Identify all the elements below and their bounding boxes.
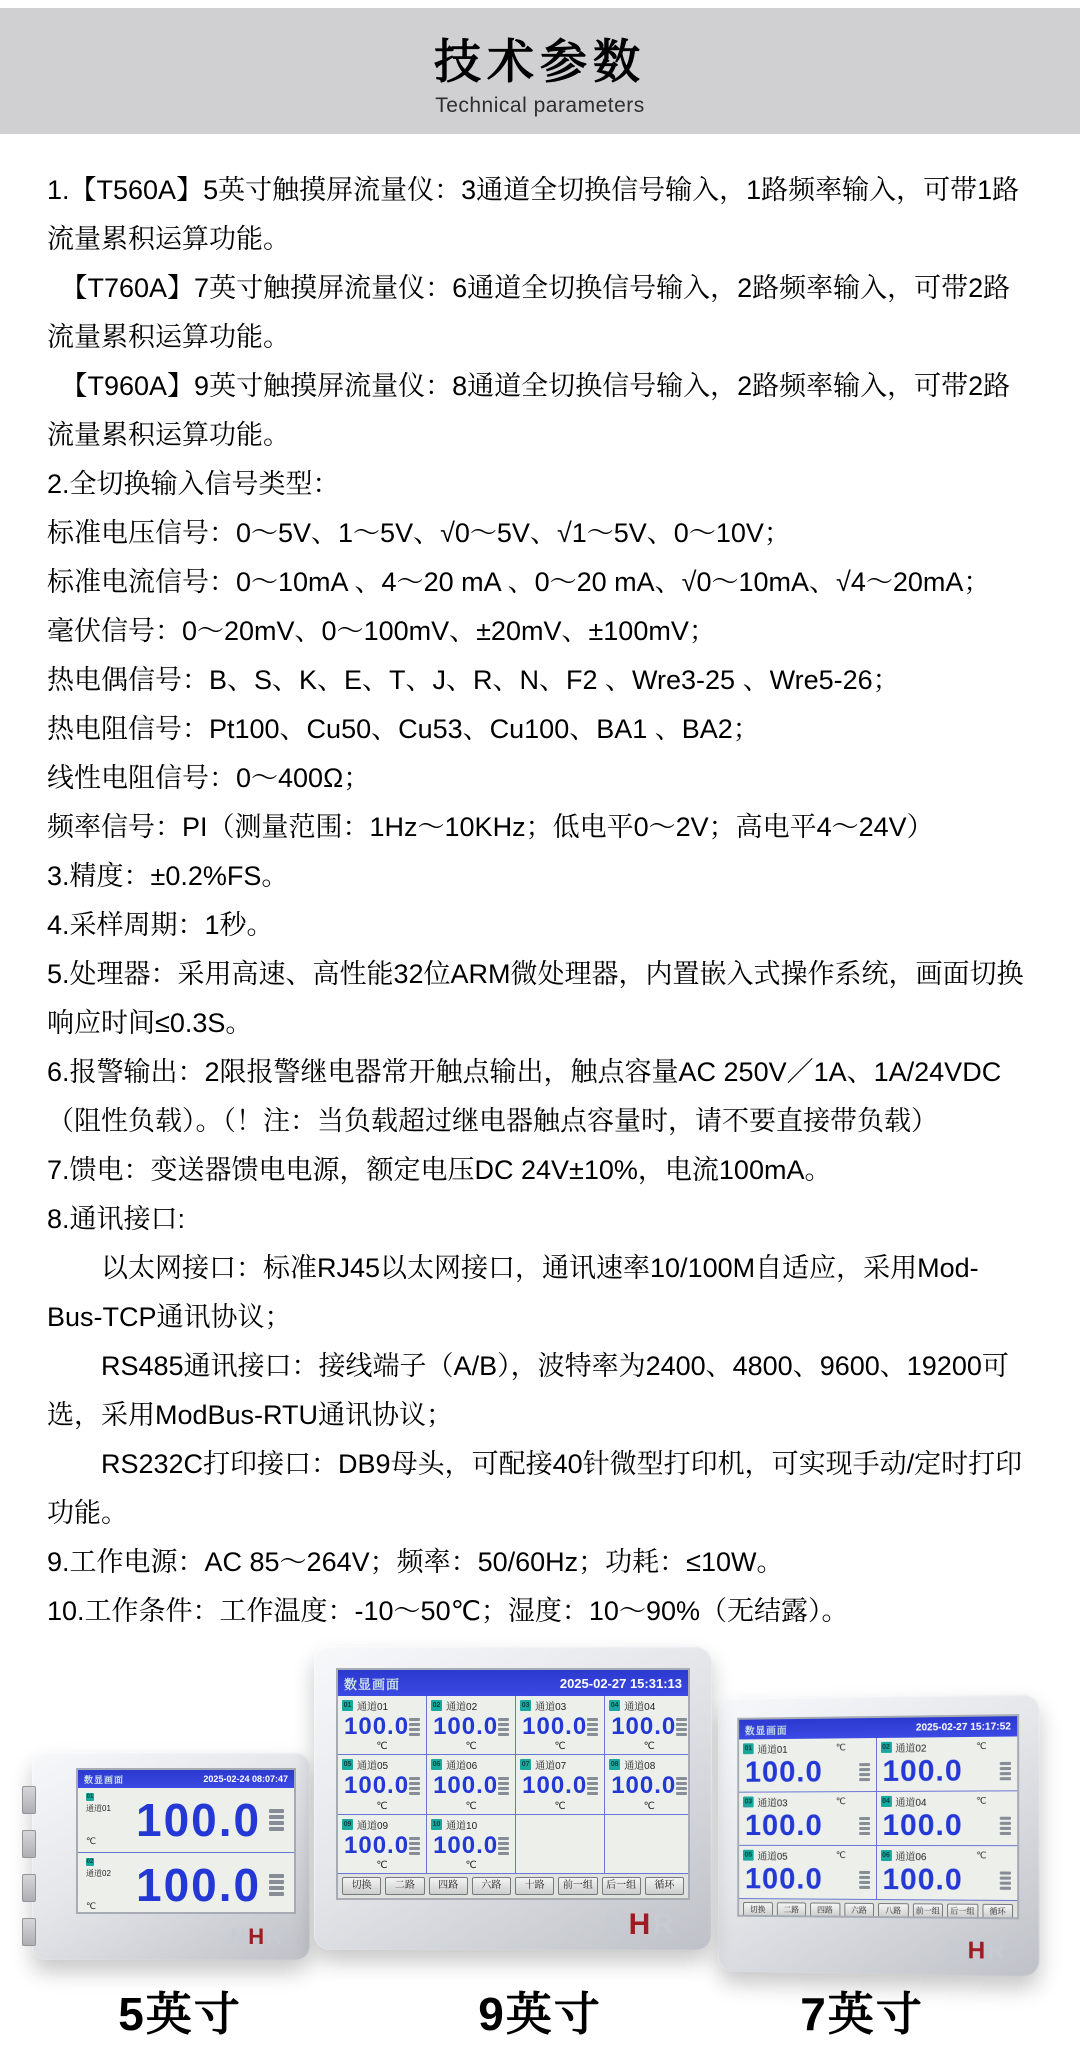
screen-button[interactable]: 八路	[878, 1903, 908, 1918]
screen-timestamp: 2025-02-24 08:07:47	[203, 1774, 288, 1784]
spec-line: 流量累积运算功能。	[47, 322, 290, 352]
bargraph-segment	[676, 1733, 687, 1736]
bargraph-segment	[859, 1778, 870, 1781]
bargraph-icon	[409, 1777, 420, 1795]
channel-unit: ℃	[835, 1849, 846, 1860]
spec-list	[47, 166, 1060, 1636]
spec-line: 10.工作条件：工作温度：-10～50℃；湿度：10～90%（无结露）。	[47, 1596, 849, 1626]
bargraph-segment	[859, 1881, 870, 1884]
channel-cell	[876, 1791, 1017, 1845]
bargraph-icon	[498, 1777, 509, 1795]
channel-unit: ℃	[835, 1742, 846, 1753]
channel-label: 通道04	[624, 1702, 656, 1713]
bargraph-icon	[587, 1718, 598, 1736]
channel-value: 100.0	[433, 1831, 499, 1859]
screen-button[interactable]: 四路	[810, 1902, 840, 1917]
channel-unit: ℃	[643, 1741, 655, 1753]
bargraph-segment	[498, 1787, 509, 1790]
bargraph-segment	[409, 1852, 420, 1855]
bargraph-icon	[859, 1763, 870, 1781]
channel-index-badge: 06	[880, 1850, 891, 1861]
bargraph-icon	[1000, 1762, 1011, 1780]
bargraph-segment	[1000, 1887, 1011, 1890]
bargraph-icon	[676, 1777, 687, 1795]
channel-index-badge: 03	[744, 1798, 753, 1806]
bargraph-segment	[498, 1837, 509, 1840]
caption-9inch: 9英寸	[478, 1988, 602, 2040]
bargraph-segment	[269, 1827, 284, 1831]
channel-value: 100.0	[136, 1859, 262, 1911]
bargraph-segment	[676, 1782, 687, 1785]
bargraph-segment	[587, 1777, 598, 1780]
channel-cell	[605, 1696, 690, 1754]
connector-pin	[22, 1830, 36, 1858]
spec-line: 毫伏信号：0～20mV、0～100mV、±20mV、±100mV；	[47, 616, 716, 646]
spec-line: 9.工作电源：AC 85～264V；频率：50/60Hz；功耗：≤10W。	[47, 1547, 784, 1577]
channel-value: 100.0	[344, 1713, 410, 1741]
bargraph-segment	[859, 1773, 870, 1776]
bargraph-segment	[269, 1886, 284, 1890]
screen-button[interactable]: 前一组	[558, 1877, 597, 1895]
bargraph-segment	[498, 1728, 509, 1731]
bargraph-segment	[1000, 1832, 1011, 1835]
bargraph-segment	[498, 1842, 509, 1845]
channel-index-badge: 08	[610, 1761, 619, 1769]
product-images	[0, 1640, 1080, 2071]
channel-index-badge: 02	[880, 1742, 891, 1753]
device-screen	[737, 1714, 1019, 1919]
bargraph-segment	[1000, 1777, 1011, 1780]
bargraph-segment	[498, 1782, 509, 1785]
spec-line: 流量累积运算功能。	[47, 224, 290, 254]
channel-cell	[876, 1846, 1017, 1900]
spec-line: （阻性负载）。（！注：当负载超过继电器触点容量时，请不要直接带负载）	[47, 1106, 938, 1136]
bargraph-segment	[498, 1718, 509, 1721]
bargraph-segment	[859, 1822, 870, 1825]
screen-keys	[338, 1873, 688, 1898]
channel-value: 100.0	[344, 1831, 410, 1859]
channel-value: 100.0	[611, 1713, 677, 1741]
channel-index-badge: 02	[432, 1702, 441, 1709]
bargraph-segment	[859, 1827, 870, 1830]
bargraph-segment	[498, 1792, 509, 1795]
spec-line: 1.【T560A】5英寸触摸屏流量仪：3通道全切换信号输入，1路频率输入，可带1路	[47, 175, 1020, 205]
bargraph-segment	[676, 1728, 687, 1731]
bargraph-segment	[269, 1809, 284, 1813]
empty-cell	[605, 1815, 690, 1873]
bargraph-icon	[859, 1871, 870, 1889]
channel-cell	[739, 1846, 875, 1899]
channel-index-badge: 06	[432, 1761, 441, 1769]
spec-line: 8.通讯接口:	[47, 1204, 186, 1234]
channel-value: 100.0	[433, 1713, 499, 1741]
caption-7inch: 7英寸	[800, 1988, 924, 2040]
screen-button[interactable]: 后一组	[947, 1904, 978, 1919]
channel-value: 100.0	[522, 1772, 588, 1800]
channel-value: 100.0	[744, 1862, 823, 1896]
nhr-logo: NHR	[948, 1936, 1007, 1965]
nhr-logo: NHR	[230, 1924, 284, 1949]
device-9inch	[314, 1646, 712, 1950]
channel-unit: ℃	[465, 1741, 477, 1753]
screen-button[interactable]: 后一组	[602, 1877, 641, 1895]
device-screen	[76, 1768, 296, 1914]
bargraph-segment	[1000, 1772, 1011, 1775]
screen-button[interactable]: 十路	[515, 1877, 554, 1895]
channel-index-badge: 04	[880, 1796, 891, 1807]
channel-unit: ℃	[976, 1740, 987, 1752]
bargraph-icon	[269, 1809, 284, 1831]
spec-line: 选，采用ModBus-RTU通讯协议；	[47, 1400, 454, 1430]
screen-button[interactable]: 二路	[776, 1902, 806, 1917]
bargraph-segment	[587, 1723, 598, 1726]
spec-line: 6.报警输出：2限报警继电器常开触点输出，触点容量AC 250V／1A、1A/24VDC	[47, 1057, 1002, 1087]
bargraph-segment	[409, 1733, 420, 1736]
bargraph-segment	[587, 1733, 598, 1736]
bargraph-segment	[587, 1787, 598, 1790]
spec-line: 【T960A】9英寸触摸屏流量仪：8通道全切换信号输入，2路频率输入，可带2路	[47, 371, 1011, 401]
channel-unit: ℃	[465, 1800, 477, 1812]
channel-label: 通道01	[86, 1804, 111, 1813]
channel-value: 100.0	[882, 1808, 963, 1843]
device-7inch	[718, 1693, 1040, 1976]
channel-index-badge: 10	[432, 1820, 441, 1828]
channel-label: 通道02	[86, 1869, 111, 1878]
spec-line: 功能。	[47, 1498, 128, 1528]
channel-value: 100.0	[433, 1772, 499, 1800]
bargraph-icon	[269, 1874, 284, 1896]
bargraph-segment	[1000, 1767, 1011, 1770]
spec-line: 频率信号：PI（测量范围：1Hz～10KHz；低电平0～2V；高电平4～24V）	[47, 812, 934, 842]
channel-label: 通道05	[757, 1851, 788, 1863]
empty-cell	[516, 1815, 604, 1873]
channel-value: 100.0	[344, 1772, 410, 1800]
bargraph-segment	[269, 1815, 284, 1819]
screen-button[interactable]: 二路	[385, 1877, 424, 1895]
channel-label: 通道07	[535, 1761, 567, 1773]
screen-title: 数显画面	[744, 1725, 788, 1737]
device-5inch	[32, 1752, 310, 1960]
bargraph-segment	[269, 1821, 284, 1825]
spec-line: Bus-TCP通讯协议；	[47, 1302, 292, 1332]
bargraph-segment	[269, 1892, 284, 1896]
channel-grid	[78, 1788, 294, 1914]
connector-pins	[22, 1786, 36, 1946]
spec-line: RS485通讯接口：接线端子（A/B），波特率为2400、4800、9600、19200可	[47, 1351, 1009, 1381]
channel-unit: ℃	[376, 1800, 388, 1812]
channel-index-badge: 05	[744, 1851, 753, 1859]
screen-button[interactable]: 循环	[645, 1877, 684, 1895]
connector-pin	[22, 1786, 36, 1814]
bargraph-segment	[409, 1837, 420, 1840]
channel-unit: ℃	[86, 1901, 97, 1911]
bargraph-segment	[676, 1723, 687, 1726]
channel-label: 通道06	[895, 1852, 927, 1864]
channel-unit: ℃	[554, 1800, 566, 1812]
bargraph-segment	[498, 1847, 509, 1850]
channel-index-badge: 02	[86, 1859, 94, 1865]
channel-index-badge: 04	[610, 1702, 619, 1709]
channel-value: 100.0	[744, 1755, 823, 1789]
bargraph-segment	[676, 1777, 687, 1780]
channel-index-badge: 07	[521, 1761, 530, 1769]
channel-label: 通道06	[446, 1761, 478, 1773]
bargraph-segment	[409, 1777, 420, 1780]
spec-line: 【T760A】7英寸触摸屏流量仪：6通道全切换信号输入，2路频率输入，可带2路	[47, 273, 1011, 303]
channel-cell	[876, 1736, 1017, 1791]
channel-unit: ℃	[465, 1859, 477, 1871]
bargraph-segment	[859, 1871, 870, 1874]
bargraph-segment	[587, 1728, 598, 1731]
bargraph-segment	[859, 1817, 870, 1820]
screen-button[interactable]: 切换	[342, 1877, 381, 1895]
bargraph-icon	[498, 1837, 509, 1855]
bargraph-segment	[409, 1728, 420, 1731]
bargraph-icon	[676, 1718, 687, 1736]
bargraph-segment	[587, 1782, 598, 1785]
bargraph-segment	[269, 1880, 284, 1884]
screen-header	[78, 1770, 294, 1788]
channel-unit: ℃	[835, 1796, 846, 1807]
bargraph-segment	[1000, 1817, 1011, 1820]
bargraph-segment	[1000, 1762, 1011, 1765]
spec-line: 以太网接口：标准RJ45以太网接口，通讯速率10/100M自适应，采用Mod-	[47, 1253, 979, 1283]
channel-unit: ℃	[376, 1741, 388, 1753]
bargraph-segment	[269, 1874, 284, 1878]
bargraph-segment	[1000, 1882, 1011, 1885]
channel-cell	[516, 1755, 604, 1813]
bargraph-icon	[409, 1718, 420, 1736]
channel-value: 100.0	[882, 1863, 963, 1897]
channel-label: 通道03	[535, 1702, 567, 1713]
channel-label: 通道01	[357, 1702, 389, 1713]
screen-header	[338, 1670, 688, 1696]
channel-label: 通道09	[357, 1820, 389, 1832]
channel-value: 100.0	[744, 1809, 823, 1842]
spec-line: 3.精度：±0.2%FS。	[47, 861, 289, 891]
channel-cell	[739, 1792, 875, 1845]
screen-button[interactable]: 前一组	[912, 1903, 943, 1918]
spec-line: 4.采样周期：1秒。	[47, 910, 274, 940]
channel-unit: ℃	[643, 1800, 655, 1812]
connector-pin	[22, 1918, 36, 1946]
screen-title: 数显画面	[84, 1774, 125, 1785]
bargraph-segment	[1000, 1822, 1011, 1825]
bargraph-segment	[1000, 1871, 1011, 1874]
bargraph-segment	[676, 1787, 687, 1790]
spec-line: 5.处理器：采用高速、高性能32位ARM微处理器，内置嵌入式操作系统，画面切换	[47, 959, 1024, 989]
bargraph-segment	[498, 1723, 509, 1726]
bargraph-segment	[859, 1768, 870, 1771]
bargraph-icon	[1000, 1817, 1011, 1835]
device-screen	[336, 1668, 690, 1900]
bargraph-segment	[409, 1723, 420, 1726]
channel-unit: ℃	[376, 1859, 388, 1871]
bargraph-segment	[859, 1763, 870, 1766]
channel-unit: ℃	[554, 1741, 566, 1753]
channel-label: 通道02	[446, 1702, 478, 1713]
bargraph-icon	[498, 1718, 509, 1736]
bargraph-segment	[409, 1847, 420, 1850]
spec-line: 响应时间≤0.3S。	[47, 1008, 253, 1038]
channel-index-badge: 05	[343, 1761, 352, 1769]
spec-line: 线性电阻信号：0～400Ω；	[47, 763, 371, 793]
bargraph-segment	[859, 1876, 870, 1879]
channel-unit: ℃	[86, 1836, 97, 1846]
bargraph-icon	[587, 1777, 598, 1795]
channel-label: 通道08	[624, 1761, 656, 1773]
bargraph-segment	[676, 1718, 687, 1721]
channel-index-badge: 09	[343, 1820, 352, 1828]
spec-line: RS232C打印接口：DB9母头，可配接40针微型打印机，可实现手动/定时打印	[47, 1449, 1023, 1479]
bargraph-segment	[409, 1792, 420, 1795]
channel-cell	[516, 1696, 604, 1754]
bargraph-segment	[409, 1787, 420, 1790]
spec-line: 标准电流信号：0～10mA 、4～20 mA 、0～20 mA、√0～10mA、√4～20mA；	[47, 567, 991, 597]
channel-cell	[338, 1755, 426, 1813]
channel-grid	[338, 1696, 688, 1873]
bargraph-segment	[587, 1792, 598, 1795]
screen-keys	[739, 1898, 1017, 1919]
channel-cell	[427, 1815, 515, 1873]
bargraph-segment	[409, 1782, 420, 1785]
channel-cell	[78, 1788, 294, 1852]
screen-button[interactable]: 六路	[844, 1903, 874, 1918]
channel-cell	[338, 1696, 426, 1754]
channel-index-badge: 01	[343, 1702, 352, 1709]
channel-index-badge: 03	[521, 1702, 530, 1709]
channel-grid	[739, 1736, 1017, 1900]
spec-line: 热电偶信号：B、S、K、E、T、J、R、N、F2 、Wre3-25 、Wre5-26；	[47, 665, 900, 695]
channel-label: 通道03	[757, 1798, 788, 1810]
channel-label: 通道02	[895, 1743, 927, 1755]
channel-label: 通道04	[895, 1797, 927, 1809]
page-subtitle: Technical parameters	[435, 93, 645, 117]
screen-button[interactable]: 切换	[743, 1902, 772, 1917]
connector-pin	[22, 1874, 36, 1902]
channel-label: 通道05	[357, 1761, 389, 1773]
bargraph-segment	[409, 1842, 420, 1845]
bargraph-segment	[859, 1886, 870, 1889]
channel-index-badge: 01	[744, 1745, 753, 1753]
channel-label: 通道01	[757, 1744, 788, 1757]
channel-value: 100.0	[522, 1713, 588, 1741]
bargraph-segment	[498, 1777, 509, 1780]
page-header	[0, 8, 1080, 134]
screen-timestamp: 2025-02-27 15:17:52	[915, 1720, 1012, 1734]
spec-line: 流量累积运算功能。	[47, 420, 290, 450]
channel-value: 100.0	[882, 1754, 963, 1788]
bargraph-segment	[1000, 1827, 1011, 1830]
channel-cell	[427, 1696, 515, 1754]
bargraph-icon	[1000, 1871, 1011, 1889]
spec-line: 7.馈电：变送器馈电电源，额定电压DC 24V±10%，电流100mA。	[47, 1155, 832, 1185]
screen-button[interactable]: 六路	[472, 1877, 511, 1895]
channel-unit: ℃	[976, 1795, 987, 1806]
channel-index-badge: 01	[86, 1794, 94, 1800]
bargraph-segment	[676, 1792, 687, 1795]
channel-cell	[78, 1853, 294, 1914]
page-title: 技术参数	[434, 34, 646, 88]
bargraph-segment	[498, 1852, 509, 1855]
bargraph-segment	[409, 1718, 420, 1721]
channel-cell	[427, 1755, 515, 1813]
bargraph-segment	[1000, 1877, 1011, 1880]
bargraph-segment	[498, 1733, 509, 1736]
bargraph-icon	[409, 1837, 420, 1855]
spec-line: 2.全切换输入信号类型：	[47, 469, 340, 499]
bargraph-segment	[859, 1832, 870, 1835]
screen-button[interactable]: 四路	[429, 1877, 468, 1895]
channel-value: 100.0	[611, 1772, 677, 1800]
bargraph-segment	[587, 1718, 598, 1721]
channel-value: 100.0	[136, 1794, 262, 1846]
channel-cell	[739, 1738, 875, 1792]
bargraph-icon	[859, 1817, 870, 1835]
channel-cell	[338, 1815, 426, 1873]
channel-cell	[605, 1755, 690, 1813]
nhr-logo: NHR	[604, 1908, 676, 1941]
screen-button[interactable]: 循环	[982, 1904, 1013, 1919]
channel-unit: ℃	[976, 1850, 987, 1861]
screen-timestamp: 2025-02-27 15:31:13	[559, 1675, 682, 1691]
channel-label: 通道10	[446, 1820, 478, 1832]
screen-title: 数显画面	[344, 1676, 401, 1692]
caption-5inch: 5英寸	[118, 1988, 242, 2040]
spec-line: 热电阻信号：Pt100、Cu50、Cu53、Cu100、BA1 、BA2；	[47, 714, 760, 744]
spec-line: 标准电压信号：0～5V、1～5V、√0～5V、√1～5V、0～10V；	[47, 518, 791, 548]
